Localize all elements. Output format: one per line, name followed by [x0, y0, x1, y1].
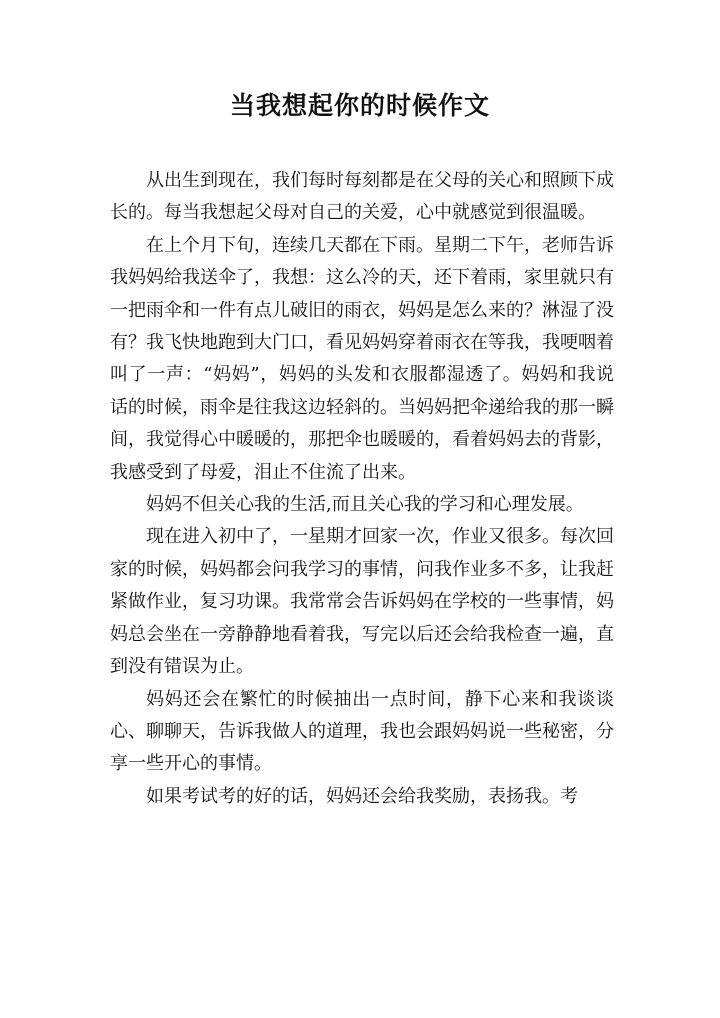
essay-body — [110, 165, 614, 813]
paragraph: 从出生到现在，我们每时每刻都是在父母的关心和照顾下成长的。每当我想起父母对自己的关爱，心中就感觉到很温暖。 — [110, 170, 614, 224]
paragraph: 妈妈还会在繁忙的时候抽出一点时间，静下心来和我谈谈心、聊聊天，告诉我做人的道理，我也会跟妈妈说一些秘密，分享一些开心的事情。 — [110, 688, 614, 775]
paragraph: 现在进入初中了，一星期才回家一次，作业又很多。每次回家的时候，妈妈都会问我学习的事情，问我作业多不多，让我赶紧做作业，复习功课。我常常会告诉妈妈在学校的一些事情，妈妈总会坐在一旁静静地看着我，写完以后还会给我检查一遍，直到没有错误为止。 — [110, 526, 614, 678]
paragraph: 如果考试考的好的话，妈妈还会给我奖励，表扬我。考 — [146, 785, 578, 807]
paragraph: 在上个月下旬，连续几天都在下雨。星期二下午，老师告诉我妈妈给我送伞了，我想：这么冷的天，还下着雨，家里就只有一把雨伞和一件有点儿破旧的雨衣，妈妈是怎么来的？淋湿了没有？我飞快地跑到大门口，看见妈妈穿着雨衣在等我，我哽咽着叫了一声：“妈妈”，妈妈的头发和衣服都湿透了。妈妈和我说话的时候，雨伞是往我这边轻斜的。当妈妈把伞递给我的那一瞬间，我觉得心中暖暖的，那把伞也暖暖的，看着妈妈去的背影，我感受到了母爱，泪止不住流了出来。 — [110, 234, 614, 483]
essay-title: 当我想起你的时候作文 — [229, 91, 490, 120]
paragraph: 妈妈不但关心我的生活,而且关心我的学习和心理发展。 — [146, 494, 584, 516]
